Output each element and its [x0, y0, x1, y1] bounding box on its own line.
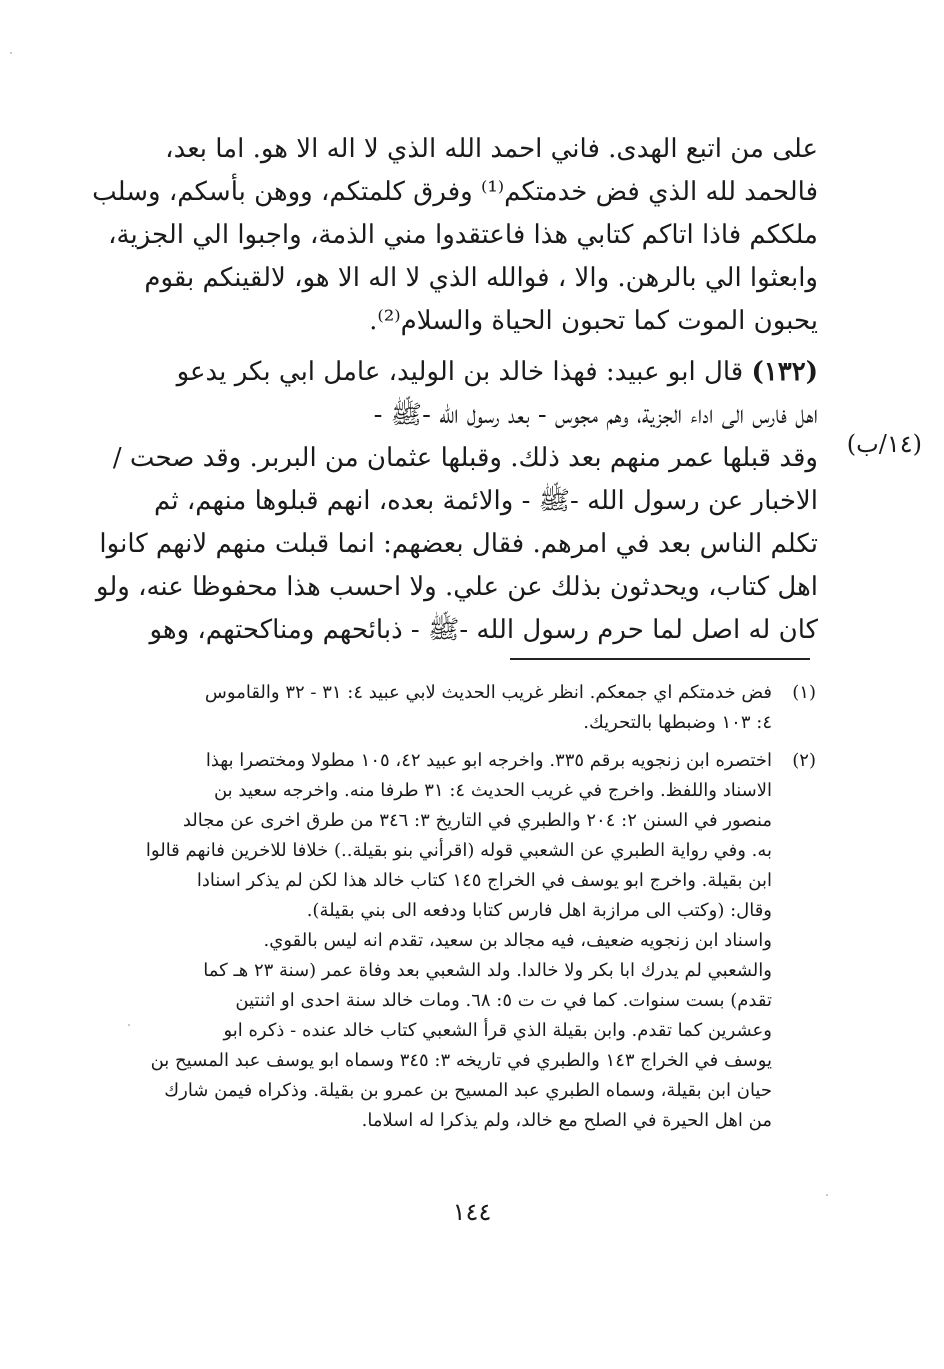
footnote-body — [145, 746, 772, 1136]
paragraph-number: (١٣٢) — [751, 357, 818, 387]
footnote-line: وعشرين كما تقدم. وابن بقيلة الذي قرأ الشعبي كتاب خالد عنده - ذكره ابو — [223, 1020, 772, 1041]
footnote — [152, 678, 816, 738]
footnote-line: ٤: ١٠٣ وضبطها بالتحريك. — [583, 712, 772, 733]
footnote-line: اختصره ابن زنجويه برقم ٣٣٥. واخرجه ابو عبيد ٤٢، ١٠٥ مطولا ومختصرا بهذا — [205, 750, 772, 771]
main-text-line: تكلم الناس بعد في امرهم. فقال بعضهم: انما قبلت منهم لانهم كانوا — [99, 529, 818, 559]
main-text-line: وقد قبلها عمر منهم بعد ذلك. وقبلها عثمان من البربر. وقد صحت / — [112, 443, 818, 473]
main-text-line: يحبون الموت كما تحبون الحياة والسلام⁽²⁾. — [369, 306, 818, 336]
main-text-line: كان له اصل لما حرم رسول الله -ﷺ - ذبائحهم ومناكحتهم، وهو — [149, 615, 818, 645]
main-text-line: وابعثوا الي بالرهن. والا ، فوالله الذي لا اله الا هو، لالقينكم بقوم — [144, 263, 818, 293]
scan-speck — [128, 1024, 130, 1026]
main-text-line: ملككم فاذا اتاكم كتابي هذا فاعتقدوا مني الذمة، واجبوا الي الجزية، — [108, 220, 818, 250]
main-text-line — [148, 351, 818, 394]
footnote-line: فض خدمتكم اي جمعكم. انظر غريب الحديث لابي عبيد ٤: ٣١ - ٣٢ والقاموس — [204, 682, 772, 703]
scan-speck — [826, 1194, 828, 1196]
main-text-block — [92, 128, 818, 652]
main-text-line: على من اتبع الهدى. فاني احمد الله الذي لا اله الا هو. اما بعد، — [165, 134, 818, 164]
paragraph-gap — [148, 343, 818, 351]
footnote-separator-rule — [510, 658, 810, 660]
footnote — [145, 746, 816, 1136]
main-text-line: فالحمد لله الذي فض خدمتكم⁽¹⁾ وفرق كلمتكم، ووهن بأسكم، وسلب — [92, 177, 818, 207]
main-text-line: الاخبار عن رسول الله -ﷺ - والائمة بعده، انهم قبلوها منهم، ثم — [154, 486, 818, 516]
footnote-line: والشعبي لم يدرك ابا بكر ولا خالدا. ولد الشعبي بعد وفاة عمر (سنة ٢٣ هـ كما — [203, 960, 772, 981]
footnote-line: به. وفي رواية الطبري عن الشعبي قوله (اقرأني بنو بقيلة..) خلافا للاخرين فانهم قالوا — [145, 840, 772, 861]
main-text-line: اهل فارس الى اداء الجزية، وهم مجوس - بعد رسول الله -ﷺ - — [373, 400, 818, 430]
margin-manuscript-folio-note: (١٤/ب) — [846, 430, 922, 458]
footnote-line: منصور في السنن ٢: ٢٠٤ والطبري في التاريخ ٣: ٣٤٦ من طرق اخرى عن مجالد — [182, 810, 772, 831]
footnote-line: تقدم) بست سنوات. كما في ت ت ٥: ٦٨. ومات خالد سنة احدى او اثنتين — [235, 990, 772, 1011]
footnote-line: يوسف في الخراج ١٤٣ والطبري في تاريخه ٣: ٣٤٥ وسماه ابو يوسف عبد المسيح بن — [150, 1050, 772, 1071]
footnote-number: (١) — [792, 682, 816, 703]
footnotes-block — [145, 678, 816, 1144]
page-number: ١٤٤ — [452, 1198, 492, 1226]
footnote-number: (٢) — [792, 750, 816, 771]
footnote-line: الاسناد واللفظ. واخرج في غريب الحديث ٤: ٣١ طرفا منه. واخرجه سعيد بن — [213, 780, 772, 801]
footnote-body — [152, 678, 772, 738]
main-text-line: اهل كتاب، ويحدثون بذلك عن علي. ولا احسب هذا محفوظا عنه، ولو — [95, 572, 818, 602]
footnote-line: ابن بقيلة. واخرج ابو يوسف في الخراج ١٤٥ كتاب خالد هذا لكن لم يذكر اسنادا — [196, 870, 772, 891]
paragraph-text: قال ابو عبيد: فهذا خالد بن الوليد، عامل ابي بكر يدعو — [176, 357, 752, 387]
footnote-line: من اهل الحيرة في الصلح مع خالد، ولم يذكرا له اسلاما. — [361, 1110, 772, 1131]
footnote-line: حيان ابن بقيلة، وسماه الطبري عبد المسيح بن عمرو بن بقيلة. وذكراه فيمن شارك — [164, 1080, 772, 1101]
footnote-line: وقال: (وكتب الى مرازبة اهل فارس كتابا ودفعه الى بني بقيلة). — [306, 900, 772, 921]
scan-speck — [10, 52, 12, 54]
footnote-line: واسناد ابن زنجويه ضعيف، فيه مجالد بن سعيد، تقدم انه ليس بالقوي. — [263, 930, 772, 951]
